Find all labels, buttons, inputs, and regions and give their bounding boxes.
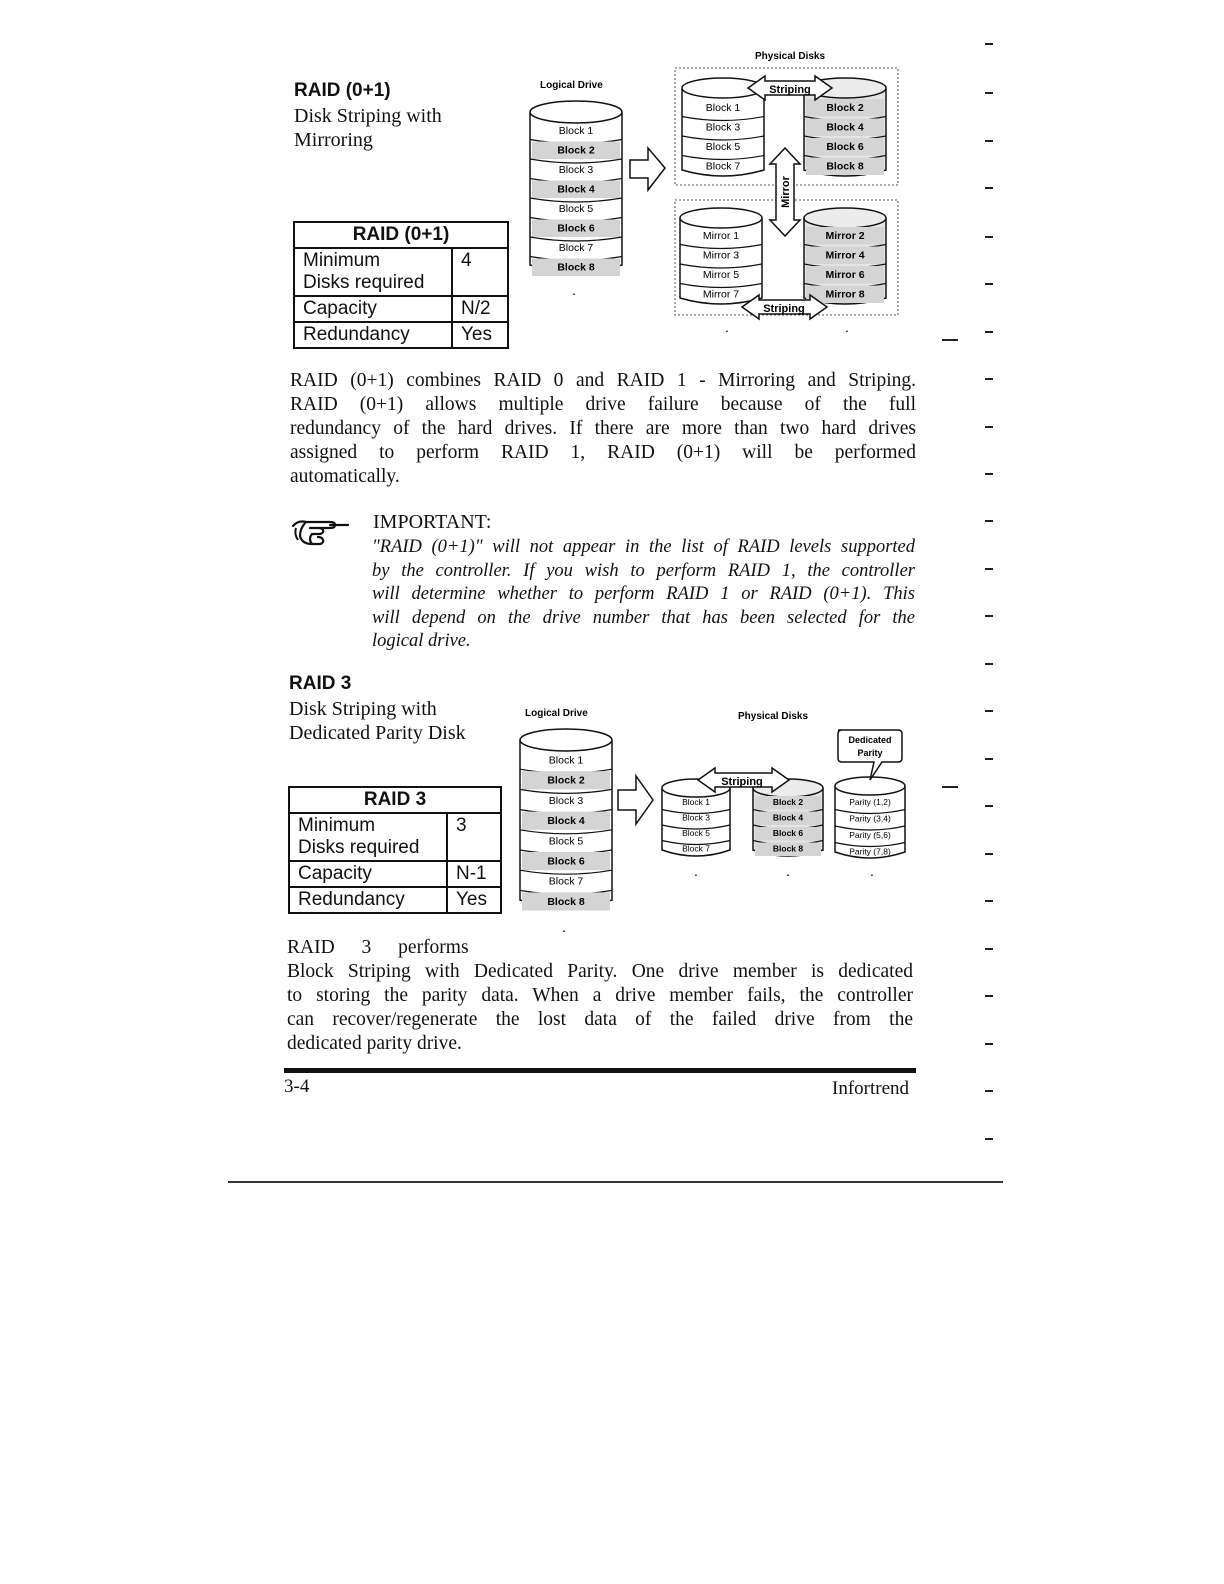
table-cell-value: N/2: [452, 296, 508, 322]
important-line: logical drive.: [372, 631, 471, 651]
raid01-diagram: [520, 40, 920, 340]
block-label: Block 1: [682, 797, 710, 808]
table-cell-label: Capacity: [289, 861, 447, 887]
table-row: [294, 296, 508, 322]
paragraph-line: redundancy of the hard drives. If there are more than two hard drives: [290, 418, 916, 439]
table-row: [294, 322, 508, 348]
block-label: Block 6: [772, 828, 804, 839]
logical-drive-cylinder: [530, 101, 622, 298]
table-row: [289, 887, 501, 913]
table-cell-label: Redundancy: [294, 322, 452, 348]
block-label: Mirror 7: [702, 288, 740, 301]
block-label: Parity (7,8): [849, 846, 891, 857]
arrow-right-icon: [618, 776, 653, 824]
block-label: Block 1: [705, 102, 741, 115]
block-label: Block 3: [558, 164, 594, 177]
striping-label: Striping: [769, 84, 811, 96]
table-cell-value: 4: [452, 248, 508, 296]
block-label: Block 2: [772, 797, 804, 808]
block-label: Block 3: [705, 121, 741, 134]
paragraph-line: RAID 3 performs: [287, 937, 469, 958]
block-label: Mirror 4: [825, 249, 865, 262]
block-label: Mirror 6: [825, 269, 865, 282]
block-label: Block 7: [705, 160, 741, 173]
table-cell-label: [294, 248, 452, 296]
block-label: Block 7: [558, 242, 594, 255]
raid3-spec-table: [288, 786, 502, 914]
block-label: Block 3: [548, 794, 584, 807]
block-label: Block 8: [557, 261, 595, 274]
physical-disks-label: Physical Disks: [738, 711, 809, 722]
raid01-table-header: RAID (0+1): [294, 222, 508, 248]
striping-label: Striping: [721, 776, 763, 788]
disk-1-cylinder: [662, 779, 730, 856]
raid01-subtitle-line2: Mirroring: [294, 129, 373, 151]
mirror-disk-2-cylinder: [804, 208, 886, 304]
block-label: Block 7: [682, 843, 710, 854]
block-label: Block 3: [682, 812, 710, 823]
block-label: Block 2: [547, 774, 585, 787]
min-disks-label-1: Minimum: [298, 815, 376, 836]
block-label: Mirror 5: [702, 269, 740, 282]
footer-rule: [284, 1068, 916, 1073]
min-disks-label-2: Disks required: [298, 837, 420, 858]
block-label: Block 6: [557, 222, 595, 235]
block-label: Block 2: [557, 144, 595, 157]
block-label: Mirror 3: [702, 249, 740, 262]
dedicated-parity-callout: [838, 730, 902, 780]
ellipsis-dot: .: [572, 282, 576, 298]
raid3-diagram: [510, 700, 910, 940]
striping-arrow-bottom: [742, 295, 827, 319]
table-row: [289, 861, 501, 887]
block-label: Block 1: [558, 125, 594, 138]
block-label: Mirror 8: [825, 288, 865, 301]
table-cell-value: 3: [447, 813, 501, 861]
ellipsis-dot: .: [870, 863, 874, 879]
ellipsis-dot: .: [562, 919, 566, 935]
scan-edge-line: [228, 1181, 1003, 1183]
striping-arrow: [698, 768, 789, 792]
paragraph-line: dedicated parity drive.: [287, 1033, 462, 1054]
striping-label: Striping: [763, 303, 805, 315]
raid01-subtitle: [294, 104, 442, 152]
paragraph-line: to storing the parity data. When a drive member fails, the controller: [287, 985, 913, 1006]
block-label: Block 8: [547, 895, 585, 908]
block-label: Block 4: [557, 183, 595, 196]
block-label: Block 2: [826, 102, 864, 115]
block-label: Block 4: [826, 121, 864, 134]
dedicated-parity-label-1: Dedicated: [848, 735, 892, 745]
raid3-subtitle-line1: Disk Striping with: [289, 698, 437, 720]
ellipsis-dot: .: [694, 863, 698, 879]
table-cell-label: [289, 813, 447, 861]
block-label: Mirror 2: [825, 230, 865, 243]
dedicated-parity-label-2: Parity: [857, 748, 883, 758]
table-row: [289, 813, 501, 861]
raid01-title: RAID (0+1): [294, 80, 391, 101]
raid01-subtitle-line1: Disk Striping with: [294, 105, 442, 127]
block-label: Parity (3,4): [849, 813, 891, 824]
table-cell-label: Capacity: [294, 296, 452, 322]
block-label: Mirror 1: [702, 230, 740, 243]
ellipsis-dot: .: [725, 319, 729, 335]
block-label: Block 4: [547, 815, 585, 828]
important-line: "RAID (0+1)" will not appear in the list of RAID levels supported: [372, 537, 915, 557]
table-row: [294, 248, 508, 296]
block-label: Block 1: [548, 754, 584, 767]
logical-drive-label: Logical Drive: [540, 80, 603, 91]
block-label: Block 5: [705, 141, 741, 154]
paragraph-line: Block Striping with Dedicated Parity. One drive member is dedicated: [287, 961, 913, 982]
striping-arrow-top: [748, 76, 832, 100]
paragraph-line: can recover/regenerate the lost data of the failed drive from the: [287, 1009, 913, 1030]
block-label: Block 5: [558, 203, 594, 216]
block-label: Block 6: [547, 855, 585, 868]
important-line: will determine whether to perform RAID 1 or RAID (0+1). This: [372, 584, 915, 604]
paragraph-line: RAID (0+1) combines RAID 0 and RAID 1 - Mirroring and Striping.: [290, 370, 916, 391]
parity-disk-cylinder: [835, 777, 905, 858]
important-body: [372, 536, 915, 654]
block-label: Block 8: [772, 843, 804, 854]
table-cell-value: Yes: [452, 322, 508, 348]
table-cell-value: N-1: [447, 861, 501, 887]
raid3-subtitle: [289, 697, 466, 745]
page-number: 3-4: [284, 1076, 310, 1097]
disk-1-cylinder: [682, 78, 764, 176]
raid3-title: RAID 3: [289, 673, 352, 694]
mirror-disk-1-cylinder: [680, 208, 762, 304]
table-cell-label: Redundancy: [289, 887, 447, 913]
block-label: Block 4: [772, 812, 804, 823]
paragraph-line: RAID (0+1) allows multiple drive failure because of the full: [290, 394, 916, 415]
raid3-subtitle-line2: Dedicated Parity Disk: [289, 722, 466, 744]
block-label: Block 5: [682, 828, 710, 839]
ellipsis-dot: .: [845, 319, 849, 335]
mirror-label: Mirror: [780, 176, 792, 208]
physical-disks-label: Physical Disks: [755, 51, 826, 62]
important-line: will depend on the drive number that has been selected for the: [372, 607, 915, 628]
raid01-spec-table: [293, 221, 509, 349]
block-label: Block 5: [548, 835, 584, 848]
block-label: Block 6: [826, 141, 864, 154]
pointing-hand-icon: [290, 514, 352, 548]
paragraph-line: automatically.: [290, 466, 400, 487]
block-label: Parity (1,2): [849, 796, 891, 807]
min-disks-label-1: Minimum: [303, 250, 381, 271]
raid3-paragraph: [287, 936, 913, 1056]
disk-2-cylinder: [753, 779, 823, 856]
block-label: Parity (5,6): [849, 829, 891, 840]
mirror-arrow: [770, 148, 800, 236]
raid3-table-header: RAID 3: [289, 787, 501, 813]
table-cell-value: Yes: [447, 887, 501, 913]
min-disks-label-2: Disks required: [303, 272, 425, 293]
block-label: Block 7: [548, 875, 584, 888]
raid01-paragraph: [290, 369, 916, 489]
ellipsis-dot: .: [786, 863, 790, 879]
arrow-right-icon: [630, 148, 665, 190]
block-label: Block 8: [826, 160, 864, 173]
paragraph-line: assigned to perform RAID 1, RAID (0+1) will be performed: [290, 442, 916, 463]
important-title: IMPORTANT:: [373, 511, 492, 533]
footer-brand: Infortrend: [832, 1078, 910, 1099]
logical-drive-cylinder: [520, 729, 612, 935]
important-line: by the controller. If you wish to perform RAID 1, the controller: [372, 560, 915, 581]
logical-drive-label: Logical Drive: [525, 708, 588, 719]
